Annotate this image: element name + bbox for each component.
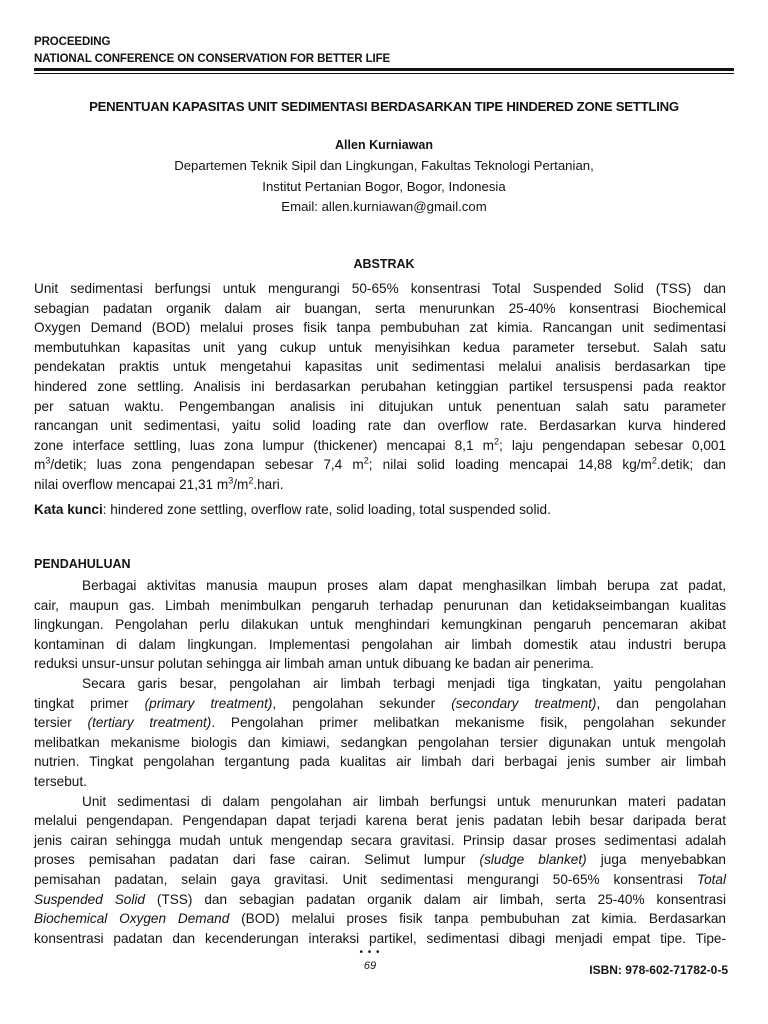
body-line: nutrien. Tingkat pengolahan tergantung pada kualitas air limbah dari berbagai jenis sumber air limbah [34,754,726,770]
abstract-line: pendekatan praktis untuk mengetahui kapasitas unit sedimentasi melalui analisis berdasarkan tipe [34,359,726,375]
abstract-line: membutuhkan kapasitas unit yang cukup untuk menyisihkan kedua parameter tersebut. Salah satu [34,339,726,355]
header-rule-thin [34,73,734,74]
intro-heading: PENDAHULUAN [34,557,131,571]
abstract-line: $m^3$/detik; luas zona pengendapan sebesar 7,4 $m^2$; nilai solid loading mencapai 14,88 $kg/m^2.detik$; dan [34,455,726,473]
body-line: tingkat primer (primary treatment), pengolahan sekunder (secondary treatment), dan pengolahan [34,695,727,711]
affiliation-line: Institut Pertanian Bogor, Bogor, Indonesia [262,178,506,194]
keywords [34,502,726,517]
abstract-body [34,279,726,495]
abstract-line: hindered zone settling. Analisis ini berdasarkan perubahan ketinggian partikel tersuspensi pada reaktor [34,378,726,394]
author-email: Email: allen.kurniawan@gmail.com [281,199,487,214]
paper-title: PENENTUAN KAPASITAS UNIT SEDIMENTASI BERDASARKAN TIPE HINDERED ZONE SETTLING [89,99,679,114]
body-line: konsentrasi padatan dan kecenderungan interaksi partikel, sedimentasi dibagi menjadi empat tipe. Tipe- [34,930,726,946]
body-line: Secara garis besar, pengolahan air limbah terbagi menjadi tiga tingkatan, yaitu pengolahan [82,675,726,691]
body-line: reduksi unsur-unsur polutan sehingga air limbah aman untuk dibuang ke badan air penerima. [34,656,594,672]
body-line: lingkungan. Pengolahan perlu dilakukan untuk menghindari kemungkinan pengaruh pencemaran akibat [34,617,726,633]
abstract-line: Unit sedimentasi berfungsi untuk mengurangi 50-65% konsentrasi Total Suspended Solid (TSS) dan [34,281,726,296]
body-line: Suspended Solid (TSS) dan sebagian padatan organik dalam air limbah, serta 25-40% konsentrasi [34,891,726,907]
abstract-line: nilai overflow mencapai 21,31 $m^3/m^2.hari$. [34,475,284,492]
abstract-line: zone interface settling, luas zona lumpur (thickener) mencapai 8,1 $m^2$; laju pengendapan sebesar 0,001 [34,436,726,453]
body-line: Biochemical Oxygen Demand (BOD) melalui proses fisik tanpa pembubuhan zat kimia. Berdasarkan [34,911,726,927]
body-line: kontaminan di dalam lingkungan. Implementasi pengolahan air limbah domestik atau industri berupa [34,636,726,652]
isbn: ISBN: 978-602-71782-0-5 [589,963,728,977]
page-number: 69 [363,960,377,972]
body-line: jenis cairan sehingga mudah untuk mengendap secara gravitasi. Prinsip dasar proses sedimentasi adalah [34,832,726,848]
abstract-line: Oxygen Demand (BOD) melalui proses fisik tanpa pembubuhan zat kimia. Rancangan unit sedimentasi [34,320,726,336]
intro-body [34,576,726,948]
body-line: melibatkan mekanisme biologis dan kimiawi, sedangkan pengolahan tersier digunakan untuk mengolah [34,734,726,750]
affiliation-line: Departemen Teknik Sipil dan Lingkungan, Fakultas Teknologi Pertanian, [174,158,594,173]
body-line: proses pemisahan padatan dari fase cairan. Selimut lumpur (sludge blanket) juga menyebabkan [34,852,726,868]
author-name: Allen Kurniawan [335,138,433,152]
body-line: Unit sedimentasi di dalam pengolahan air limbah berfungsi untuk menurunkan materi padatan [82,793,726,809]
body-line: tersebut. [34,773,87,789]
proceeding-header [34,34,724,68]
abstract-line: per satuan waktu. Pengembangan analisis ini ditujukan untuk penentuan salah satu parameter [34,398,726,414]
body-line: tersier (tertiary treatment). Pengolahan primer melibatkan mekanisme fisik, pengolahan sekunder [34,715,727,731]
body-line: Berbagai aktivitas manusia maupun proses alam dapat menghasilkan limbah berupa zat padat, [82,578,726,593]
abstract-heading: ABSTRAK [353,257,415,271]
keywords-text: : hindered zone settling, overflow rate, solid loading, total suspended solid. [102,502,551,517]
author-affiliation [34,156,734,218]
abstract-line: sebagian padatan organik dalam air buangan, serta menurunkan 25-40% konsentrasi Biochemical [34,300,726,316]
body-line: melalui pengendapan. Pengendapan dapat terjadi karena berat jenis padatan lebih besar daripada berat [34,813,726,829]
header-line-1: PROCEEDING [34,36,111,48]
keywords-label: Kata kunci [34,502,103,517]
body-line: pemisahan padatan, selain gaya gravitasi. Unit sedimentasi mengurangi 50-65% konsentrasi Total [34,871,726,887]
header-line-2: NATIONAL CONFERENCE ON CONSERVATION FOR BETTER LIFE [34,53,391,65]
body-line: cair, maupun gas. Limbah menimbulkan pengaruh terhadap penurunan dan ketidakseimbangan kualitas [34,597,726,613]
page-ornament: • • • [359,947,381,958]
abstract-line: rancangan unit sedimentasi, yaitu solid loading rate dan overflow rate. Berdasarkan kurva hindered [34,418,726,434]
header-rule-thick [34,68,734,71]
